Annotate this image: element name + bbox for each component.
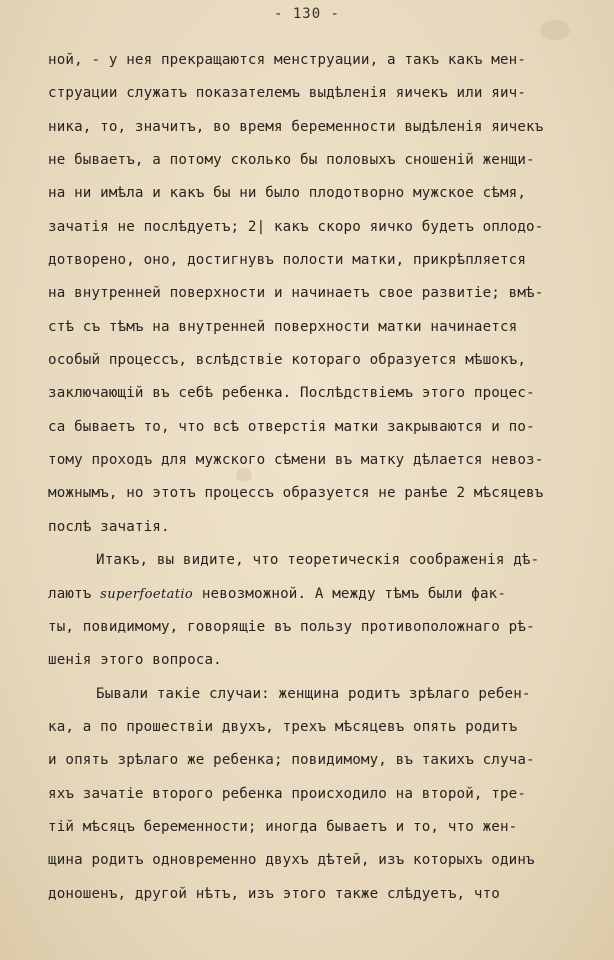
text-line [48,584,588,617]
handwritten-insertion: superfoetatio [100,586,194,602]
text-fragment: невозможной. А между тѣмъ были фак- [193,585,507,602]
text-line: доношенъ, другой нѣтъ, изъ этого также слѣдуетъ, что [48,885,500,902]
text-line: Бывали такіе случаи: женщина родитъ зрѣлаго ребен- [96,685,531,702]
text-line: особый процессъ, вслѣдствіе котораго образуется мѣшокъ, [48,352,527,369]
text-line: са бываетъ то, что всѣ отверстія матки закрываются и по- [48,418,535,435]
text-line: ка, а по прошествіи двухъ, трехъ мѣсяцевъ опять родитъ [48,718,518,735]
text-line: не бываетъ, а потому сколько бы половыхъ сношеній женщи- [48,152,535,169]
text-line: струации служатъ показателемъ выдѣленія яичекъ или яич- [48,85,527,102]
text-line: дотворено, оно, достигнувъ полости матки, прикрѣпляется [48,252,527,269]
text-line: и опять зрѣлаго же ребенка; повидимому, въ такихъ случа- [48,752,535,769]
text-line: щина родитъ одновременно двухъ дѣтей, изъ которыхъ одинъ [48,852,535,869]
text-line: на ни имѣла и какъ бы ни было плодотворно мужское сѣмя, [48,185,527,202]
text-line: стѣ съ тѣмъ на внутренней поверхности матки начинается [48,318,518,335]
text-line: ной, - у нея прекращаются менструации, а такъ какъ мен- [48,52,527,68]
text-line: послѣ зачатія. [48,518,170,535]
paper-stain [540,20,570,40]
text-line: ника, то, значитъ, во время беременности выдѣленія яичекъ [48,118,544,135]
page-number: - 130 - [273,6,340,22]
text-line: ты, повидимому, говорящіе въ пользу противоположнаго рѣ- [48,618,535,635]
text-line: на внутренней поверхности и начинаетъ свое развитіе; вмѣ- [48,285,544,302]
text-line: тому проходъ для мужского сѣмени въ матку дѣлается невоз- [48,452,544,469]
text-line: можнымъ, но этотъ процессъ образуется не ранѣе 2 мѣсяцевъ [48,485,544,502]
text-line: Итакъ, вы видите, что теоретическія соображенія дѣ- [96,552,540,569]
text-line: тій мѣсяцъ беременности; иногда бываетъ и то, что жен- [48,818,518,835]
text-fragment: лаютъ [48,585,101,602]
body-text [48,50,588,917]
text-line: яхъ зачатіе второго ребенка происходило на второй, тре- [48,785,527,802]
text-line: заключающій въ себѣ ребенка. Послѣдствіемъ этого процес- [48,385,535,402]
text-line: зачатія не послѣдуетъ; 2| какъ скоро яичко будетъ оплодо- [48,218,544,235]
text-line: шенія этого вопроса. [48,652,222,669]
